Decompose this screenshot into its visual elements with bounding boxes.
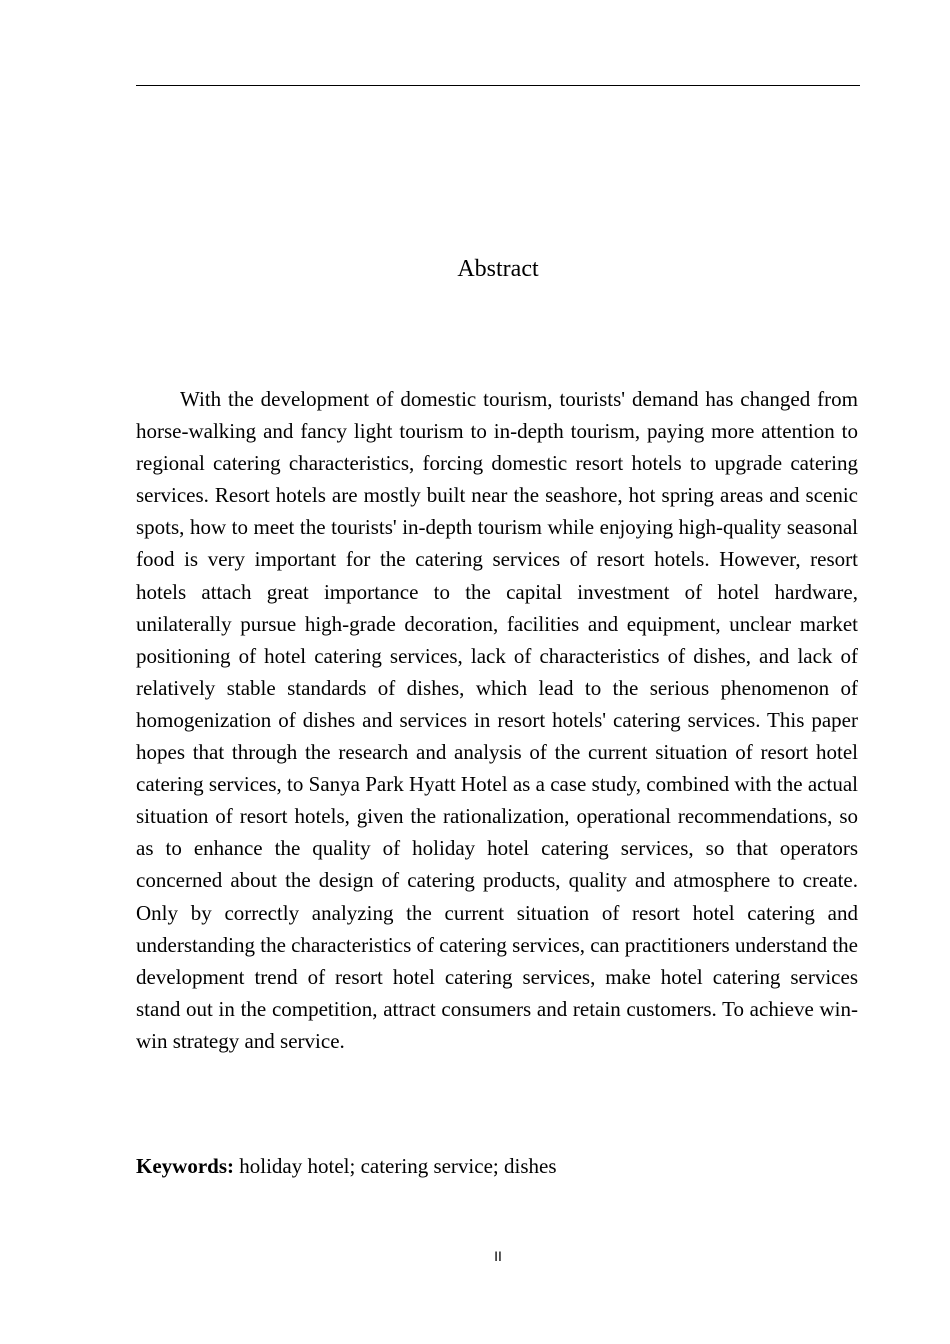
page-title: Abstract (457, 256, 539, 282)
header-rule (136, 85, 860, 86)
keywords-text: holiday hotel; catering service; dishes (234, 1154, 557, 1178)
keywords-label: Keywords: (136, 1154, 234, 1178)
keywords-line (136, 1151, 860, 1181)
abstract-body: With the development of domestic tourism, tourists' demand has changed from horse-walking and fancy light tourism to in-depth tourism, paying more attention to regional catering characteristics, forcing domestic resort hotels to upgrade catering services. Resort hotels are mostly built near the seashore, hot spring areas and scenic spots, how to meet the tourists' in-depth tourism while enjoying high-quality seasonal food is very important for the catering services of resort hotels. However, resort hotels attach great importance to the capital investment of hotel hardware, unilaterally pursue high-grade decoration, facilities and equipment, unclear market positioning of hotel catering services, lack of characteristics of dishes, and lack of relatively stable standards of dishes, which lead to the serious phenomenon of homogenization of dishes and services in resort hotels' catering services. This paper hopes that through the research and analysis of the current situation of resort hotel catering services, to Sanya Park Hyatt Hotel as a case study, combined with the actual situation of resort hotels, given the rationalization, operational recommendations, so as to enhance the quality of holiday hotel catering services, so that operators concerned about the design of catering products, quality and atmosphere to create. Only by correctly analyzing the current situation of resort hotel catering and understanding the characteristics of catering services, can practitioners understand the development trend of resort hotel catering services, make hotel catering services stand out in the competition, attract consumers and retain customers. To achieve win-win strategy and service. (136, 387, 858, 1053)
page-number: II (494, 1248, 502, 1264)
